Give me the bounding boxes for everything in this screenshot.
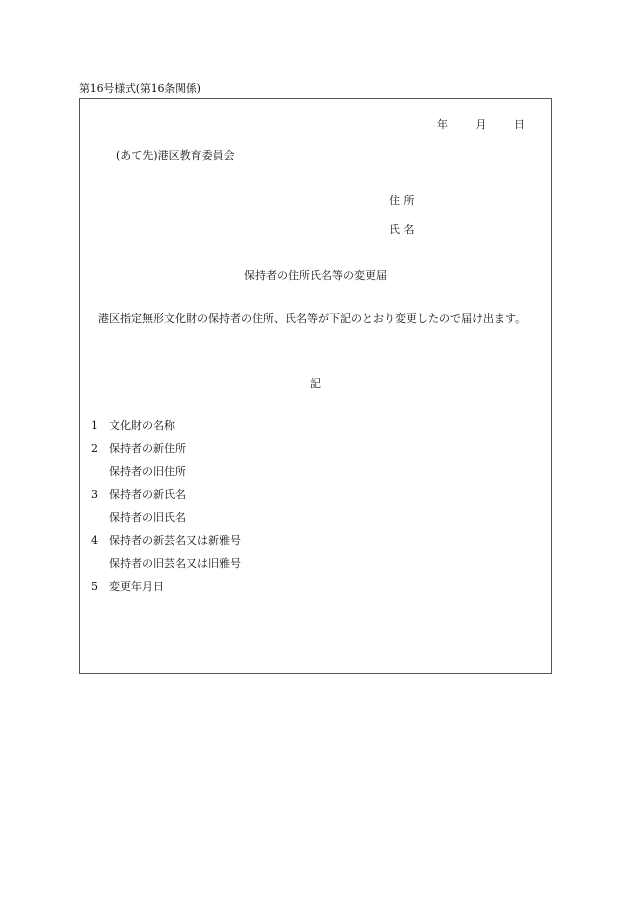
list-item <box>91 488 241 511</box>
item-list <box>91 419 241 603</box>
list-item <box>91 580 241 603</box>
item-text: 保持者の旧氏名 <box>109 511 186 524</box>
addressee: (あて先)港区教育委員会 <box>116 149 235 162</box>
item-number: 2 <box>91 442 98 455</box>
item-text: 保持者の新住所 <box>109 442 186 455</box>
date-month: 月 <box>475 118 487 131</box>
document-title: 保持者の住所氏名等の変更届 <box>244 269 387 282</box>
item-number: 3 <box>91 488 98 501</box>
date-day: 日 <box>514 118 525 131</box>
address-label: 住 所 <box>389 194 415 207</box>
name-label: 氏 名 <box>389 223 415 236</box>
item-text: 保持者の旧芸名又は旧雅号 <box>109 557 241 570</box>
item-text: 保持者の新芸名又は新雅号 <box>109 534 241 547</box>
item-number: 4 <box>91 534 98 547</box>
list-item <box>91 534 241 557</box>
date-year: 年 <box>437 118 448 131</box>
ki-heading: 記 <box>310 377 321 390</box>
item-number: 1 <box>91 419 98 432</box>
list-item <box>91 442 241 465</box>
form-number-label: 第16号様式(第16条関係) <box>79 82 201 95</box>
form-frame <box>79 98 552 674</box>
body-paragraph: 港区指定無形文化財の保持者の住所、氏名等が下記のとおり変更したので届け出ます。 <box>98 312 527 325</box>
item-text: 保持者の旧住所 <box>109 465 186 478</box>
item-number <box>91 511 109 534</box>
item-number: 5 <box>91 580 98 593</box>
item-number <box>91 557 109 580</box>
date-line <box>413 116 525 132</box>
item-text: 文化財の名称 <box>109 419 175 432</box>
item-text: 変更年月日 <box>109 580 164 593</box>
list-item <box>91 419 241 442</box>
list-item <box>91 557 241 580</box>
list-item <box>91 511 241 534</box>
list-item <box>91 465 241 488</box>
item-number <box>91 465 109 488</box>
item-text: 保持者の新氏名 <box>109 488 186 501</box>
